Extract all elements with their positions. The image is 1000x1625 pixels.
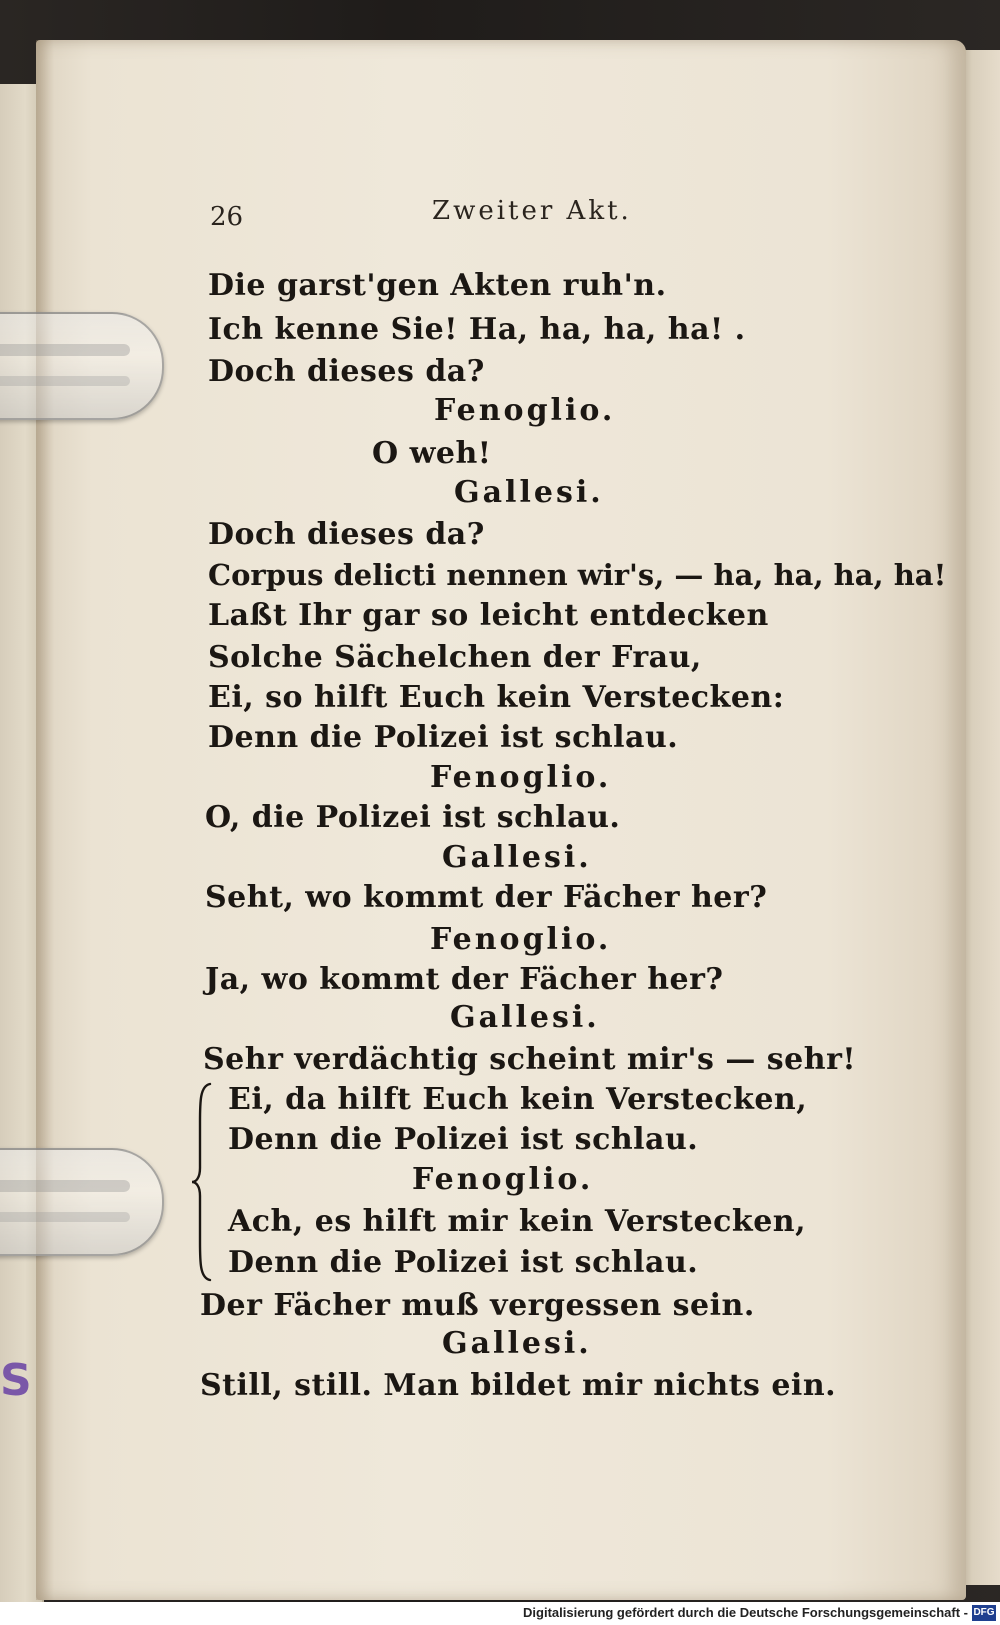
- text-line: Ich kenne Sie! Ha, ha, ha, ha! .: [208, 312, 746, 347]
- text-line: Laßt Ihr gar so leicht entdecken: [208, 598, 769, 633]
- text-line: Die garst'gen Akten ruh'n.: [208, 268, 667, 303]
- text-line: Corpus delicti nennen wir's, — ha, ha, ha, ha!: [208, 558, 947, 592]
- text-line: Ei, so hilft Euch kein Verstecken:: [208, 680, 785, 715]
- text-line: O weh!: [372, 436, 492, 471]
- text-line: Doch dieses da?: [208, 354, 485, 389]
- speaker-name: Gallesi.: [450, 1000, 600, 1035]
- text-line: Denn die Polizei ist schlau.: [228, 1122, 699, 1157]
- plastic-page-clip: [0, 312, 164, 420]
- speaker-name: Fenoglio.: [434, 393, 616, 428]
- page-number: 26: [210, 202, 244, 232]
- running-header: Zweiter Akt.: [432, 196, 632, 226]
- text-line: Seht, wo kommt der Fächer her?: [205, 880, 768, 915]
- text-line: Ei, da hilft Euch kein Verstecken,: [228, 1082, 808, 1117]
- text-line: Sehr verdächtig scheint mir's — sehr!: [203, 1042, 857, 1077]
- text-line: Der Fächer muß vergessen sein.: [200, 1288, 755, 1323]
- speaker-name: Fenoglio.: [430, 922, 612, 957]
- text-line: Denn die Polizei ist schlau.: [208, 720, 679, 755]
- plastic-page-clip: [0, 1148, 164, 1256]
- speaker-name: Gallesi.: [454, 475, 604, 510]
- text-line: Ja, wo kommt der Fächer her?: [205, 962, 724, 997]
- speaker-name: Fenoglio.: [430, 760, 612, 795]
- dfg-logo: DFG: [972, 1605, 996, 1621]
- text-line: Solche Sächelchen der Frau,: [208, 640, 702, 675]
- edge-mark: S: [0, 1355, 32, 1406]
- text-line: O, die Polizei ist schlau.: [205, 800, 621, 835]
- text-line: Still, still. Man bildet mir nichts ein.: [200, 1368, 837, 1403]
- speaker-name: Gallesi.: [442, 1326, 592, 1361]
- speaker-name: Fenoglio.: [412, 1162, 594, 1197]
- speaker-name: Gallesi.: [442, 840, 592, 875]
- footer-bar: [0, 1602, 1000, 1625]
- text-line: Ach, es hilft mir kein Verstecken,: [228, 1204, 807, 1239]
- adjacent-page-edge: [960, 50, 1000, 1585]
- page-gutter: [36, 40, 54, 1600]
- funding-credit: Digitalisierung gefördert durch die Deutsche Forschungsgemeinschaft -: [523, 1605, 968, 1620]
- text-line: Doch dieses da?: [208, 517, 485, 552]
- curly-brace: [190, 1082, 214, 1282]
- text-line: Denn die Polizei ist schlau.: [228, 1245, 699, 1280]
